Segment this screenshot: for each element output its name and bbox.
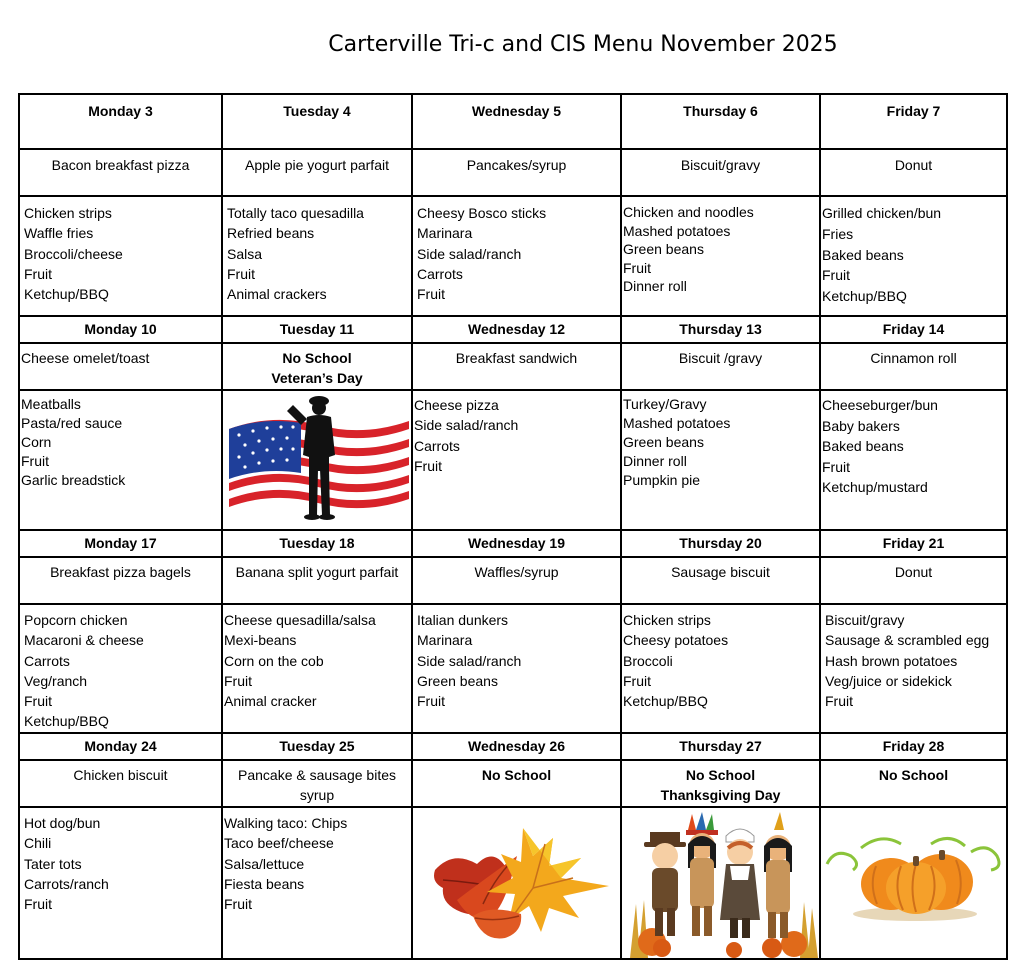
lunch-item: Ketchup/mustard [822, 479, 928, 495]
lunch-item: Carrots [417, 265, 463, 282]
lunch-item: Side salad/ranch [417, 652, 522, 669]
lunch-list [19, 807, 222, 959]
breakfast-item: Breakfast pizza bagels [19, 557, 222, 604]
holiday-label: Veteran’s Day [271, 370, 363, 387]
lunch-item: Macaroni & cheese [24, 632, 144, 649]
day-header: Friday 21 [820, 530, 1007, 557]
lunch-item: Fruit [825, 693, 853, 710]
lunch-item: Chicken strips [623, 612, 711, 628]
no-school-notice [621, 760, 820, 807]
lunch-list [621, 390, 820, 530]
breakfast-item: Donut [820, 149, 1007, 196]
breakfast-line: syrup [299, 787, 335, 804]
lunch-item: Popcorn chicken [24, 612, 128, 628]
lunch-item: Grilled chicken/bun [822, 205, 942, 221]
lunch-item: Broccoli/cheese [24, 245, 123, 262]
lunch-item: Salsa/lettuce [224, 855, 305, 872]
day-header: Wednesday 26 [412, 733, 621, 760]
day-header: Wednesday 5 [412, 94, 621, 149]
lunch-item: Fruit [224, 896, 252, 913]
lunch-item: Fruit [224, 672, 252, 689]
week-2-breakfast-row [19, 343, 1007, 390]
lunch-item: Fruit [417, 286, 445, 303]
lunch-item: Cheesy potatoes [623, 632, 729, 649]
lunch-item: Corn [21, 434, 52, 450]
lunch-item: Fruit [24, 896, 52, 913]
page-title: Carterville Tri-c and CIS Menu November 2025 [328, 32, 838, 57]
breakfast-item [222, 760, 412, 807]
week-4-day-row [19, 733, 1007, 760]
week-1-lunch-row [19, 196, 1007, 316]
lunch-list [19, 604, 222, 733]
lunch-item: Corn on the cob [224, 652, 324, 669]
lunch-item: Chili [24, 835, 52, 852]
breakfast-item: Sausage biscuit [621, 557, 820, 604]
lunch-item: Veg/juice or sidekick [825, 672, 952, 689]
lunch-item: Mexi-beans [224, 632, 297, 649]
breakfast-line: Pancake & sausage bites [238, 767, 396, 783]
lunch-item: Fries [822, 225, 854, 242]
lunch-item: Fruit [822, 267, 850, 284]
lunch-list [412, 390, 621, 530]
lunch-item: Salsa [227, 245, 263, 262]
week-3-day-row [19, 530, 1007, 557]
week-1-breakfast-row [19, 149, 1007, 196]
week-2-day-row [19, 316, 1007, 343]
day-header: Monday 3 [19, 94, 222, 149]
lunch-item: Animal crackers [227, 286, 327, 303]
pumpkins-picture [820, 807, 1007, 959]
day-header: Thursday 13 [621, 316, 820, 343]
day-header: Wednesday 12 [412, 316, 621, 343]
lunch-item: Carrots [414, 437, 460, 454]
lunch-item: Animal cracker [224, 693, 317, 710]
day-header: Friday 28 [820, 733, 1007, 760]
lunch-item: Fiesta beans [224, 875, 305, 892]
week-2-lunch-row [19, 390, 1007, 530]
lunch-item: Broccoli [623, 652, 673, 669]
soldier-saluting-flag-icon [223, 391, 413, 529]
day-header: Tuesday 18 [222, 530, 412, 557]
lunch-item: Dinner roll [623, 278, 687, 294]
pumpkins-icon [821, 808, 1008, 958]
lunch-list [412, 604, 621, 733]
week-3-lunch-row [19, 604, 1007, 733]
lunch-item: Ketchup/BBQ [623, 693, 708, 710]
breakfast-item: Bacon breakfast pizza [19, 149, 222, 196]
lunch-item: Carrots [24, 652, 70, 669]
week-3-breakfast-row [19, 557, 1007, 604]
lunch-item: Cheesy Bosco sticks [417, 205, 547, 221]
lunch-list [820, 196, 1007, 316]
lunch-list [222, 604, 412, 733]
breakfast-item: Donut [820, 557, 1007, 604]
day-header: Thursday 27 [621, 733, 820, 760]
lunch-item: Taco beef/cheese [224, 835, 334, 852]
breakfast-item: Chicken biscuit [19, 760, 222, 807]
day-header: Wednesday 19 [412, 530, 621, 557]
lunch-item: Waffle fries [24, 225, 94, 242]
lunch-item: Turkey/Gravy [623, 396, 707, 412]
lunch-item: Refried beans [227, 225, 315, 242]
lunch-item: Fruit [21, 453, 49, 469]
no-school-label: No School [412, 760, 621, 807]
lunch-list [621, 196, 820, 316]
lunch-list [820, 390, 1007, 530]
no-school-label: No School [282, 350, 352, 366]
lunch-item: Ketchup/BBQ [822, 288, 907, 305]
day-header: Monday 17 [19, 530, 222, 557]
lunch-item: Fruit [414, 457, 442, 474]
day-header: Friday 7 [820, 94, 1007, 149]
lunch-item: Chicken and noodles [623, 204, 754, 220]
lunch-item: Italian dunkers [417, 612, 509, 628]
no-school-label: No School [685, 767, 756, 783]
lunch-item: Fruit [227, 265, 255, 282]
lunch-list [222, 807, 412, 959]
lunch-item: Green beans [417, 672, 498, 689]
pilgrims-and-native-kids-icon [622, 808, 821, 958]
lunch-item: Veg/ranch [24, 672, 88, 689]
day-header: Tuesday 11 [222, 316, 412, 343]
day-header: Friday 14 [820, 316, 1007, 343]
lunch-item: Biscuit/gravy [825, 612, 905, 628]
lunch-item: Green beans [623, 241, 704, 257]
day-header: Tuesday 4 [222, 94, 412, 149]
lunch-item: Pasta/red sauce [21, 415, 123, 431]
day-header: Thursday 20 [621, 530, 820, 557]
breakfast-item: Cinnamon roll [820, 343, 1007, 390]
lunch-item: Marinara [417, 632, 473, 649]
lunch-item: Chicken strips [24, 205, 112, 221]
lunch-item: Tater tots [24, 855, 82, 872]
week-1-day-row [19, 94, 1007, 149]
breakfast-item: Banana split yogurt parfait [222, 557, 412, 604]
lunch-item: Baby bakers [822, 417, 900, 434]
autumn-leaves-picture [412, 807, 621, 959]
breakfast-item: Apple pie yogurt parfait [222, 149, 412, 196]
week-4-breakfast-row [19, 760, 1007, 807]
breakfast-item: Breakfast sandwich [412, 343, 621, 390]
lunch-item: Walking taco: Chips [224, 815, 348, 831]
breakfast-item: Biscuit/gravy [621, 149, 820, 196]
lunch-item: Hash brown potatoes [825, 652, 958, 669]
thanksgiving-picture [621, 807, 820, 959]
breakfast-item: Waffles/syrup [412, 557, 621, 604]
day-header: Monday 24 [19, 733, 222, 760]
lunch-list [19, 196, 222, 316]
lunch-item: Green beans [623, 434, 704, 450]
lunch-item: Baked beans [822, 246, 904, 263]
week-4-lunch-row [19, 807, 1007, 959]
lunch-item: Dinner roll [623, 453, 687, 469]
lunch-item: Carrots/ranch [24, 875, 109, 892]
lunch-item: Marinara [417, 225, 473, 242]
lunch-item: Fruit [623, 672, 651, 689]
lunch-list [222, 196, 412, 316]
lunch-item: Ketchup/BBQ [24, 286, 109, 303]
lunch-item: Cheese pizza [414, 397, 499, 413]
lunch-item: Fruit [822, 458, 850, 475]
lunch-item: Ketchup/BBQ [24, 713, 109, 730]
lunch-item: Fruit [24, 693, 52, 710]
lunch-item: Totally taco quesadilla [227, 205, 364, 221]
breakfast-item: Pancakes/syrup [412, 149, 621, 196]
lunch-item: Meatballs [21, 396, 81, 412]
no-school-notice [222, 343, 412, 390]
lunch-item: Side salad/ranch [414, 417, 519, 434]
lunch-item: Sausage & scrambled egg [825, 632, 990, 649]
lunch-item: Pumpkin pie [623, 472, 701, 488]
lunch-list [19, 390, 222, 530]
lunch-item: Side salad/ranch [417, 245, 522, 262]
lunch-item: Fruit [24, 265, 52, 282]
lunch-list [412, 196, 621, 316]
breakfast-item: Cheese omelet/toast [19, 343, 222, 390]
lunch-item: Cheese quesadilla/salsa [224, 612, 376, 628]
day-header: Tuesday 25 [222, 733, 412, 760]
holiday-label: Thanksgiving Day [660, 787, 781, 804]
lunch-item: Garlic breadstick [21, 472, 126, 488]
lunch-item: Mashed potatoes [623, 415, 731, 431]
menu-calendar [18, 93, 1008, 960]
no-school-label: No School [820, 760, 1007, 807]
lunch-item: Fruit [417, 693, 445, 710]
veterans-day-picture [222, 390, 412, 530]
autumn-leaves-icon [413, 808, 622, 958]
day-header: Monday 10 [19, 316, 222, 343]
lunch-item: Cheeseburger/bun [822, 397, 938, 413]
lunch-item: Mashed potatoes [623, 222, 731, 239]
day-header: Thursday 6 [621, 94, 820, 149]
breakfast-item: Biscuit /gravy [621, 343, 820, 390]
lunch-list [820, 604, 1007, 733]
lunch-item: Fruit [623, 259, 651, 276]
lunch-item: Hot dog/bun [24, 815, 101, 831]
lunch-list [621, 604, 820, 733]
lunch-item: Baked beans [822, 438, 904, 454]
